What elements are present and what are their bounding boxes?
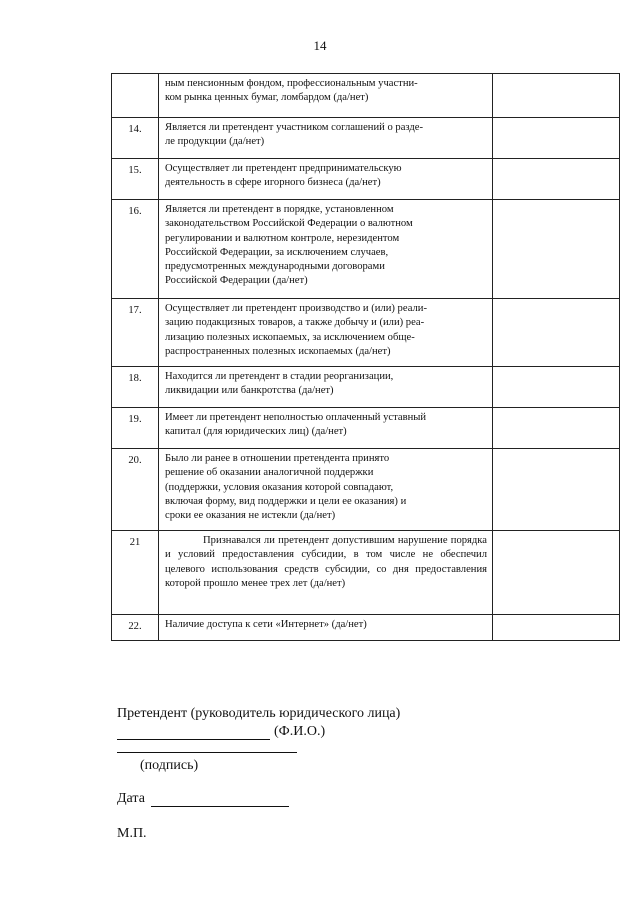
question-line: ликвидации или банкротства (да/нет)	[165, 385, 334, 397]
question-line: зацию подакцизных товаров, а также добычу и (или) реа-	[165, 317, 425, 329]
table-row	[112, 159, 620, 200]
signature-underline[interactable]	[117, 738, 297, 753]
question-line: (поддержки, условия оказания которой совпадают,	[165, 481, 394, 493]
table-row	[112, 74, 620, 118]
table-row	[112, 408, 620, 449]
question-line: включая форму, вид поддержки и цели ее оказания) и	[165, 495, 407, 507]
row-answer-cell[interactable]	[493, 615, 620, 641]
row-number: 14.	[112, 118, 159, 159]
question-line: Является ли претендент в порядке, установленном	[165, 204, 394, 215]
table-row	[112, 615, 620, 641]
row-answer-cell[interactable]	[493, 531, 620, 615]
row-question	[159, 299, 493, 367]
row-question	[159, 531, 493, 615]
question-line: Было ли ранее в отношении претендента принято	[165, 453, 390, 464]
signature-label: (подпись)	[140, 758, 199, 773]
questionnaire-table	[111, 73, 620, 641]
row-number: 20.	[112, 449, 159, 531]
question-line: Осуществляет ли претендент предпринимательскую	[165, 163, 402, 174]
applicant-label: Претендент (руководитель юридического лица)	[117, 706, 401, 721]
date-line	[117, 791, 289, 807]
row-question	[159, 367, 493, 408]
question-line: ным пенсионным фондом, профессиональным участни-	[165, 78, 418, 89]
question-line: предусмотренных международными договорами	[165, 261, 385, 273]
date-label: Дата	[117, 791, 145, 806]
question-line: деятельность в сфере игорного бизнеса (да/нет)	[165, 177, 381, 189]
row-answer-cell[interactable]	[493, 74, 620, 118]
question-line: законодательством Российской Федерации о валютном	[165, 218, 413, 230]
row-number: 15.	[112, 159, 159, 200]
table-row	[112, 449, 620, 531]
row-number	[112, 74, 159, 118]
row-question	[159, 408, 493, 449]
row-number: 19.	[112, 408, 159, 449]
question-line: распространенных полезных ископаемых (да/нет)	[165, 345, 391, 357]
table-row	[112, 200, 620, 299]
row-question	[159, 118, 493, 159]
row-number: 18.	[112, 367, 159, 408]
row-number: 21	[112, 531, 159, 615]
question-text: Признавался ли претендент допустившим нарушение порядка и условий предоставления субсидии, в том числе не обеспечил целевого использования средств субсидии, со дня предоставления которой прошло менее трех лет (да/нет)	[165, 535, 487, 589]
fio-label: (Ф.И.О.)	[274, 724, 326, 739]
question-line: Имеет ли претендент неполностью оплаченный уставный	[165, 412, 427, 423]
stamp-label: М.П.	[117, 826, 147, 841]
question-line: Российской Федерации, за исключением случаев,	[165, 246, 389, 258]
question-line: ком рынка ценных бумаг, ломбардом (да/нет)	[165, 92, 369, 104]
table-row	[112, 118, 620, 159]
question-line: Наличие доступа к сети «Интернет» (да/нет)	[165, 619, 367, 630]
row-question	[159, 449, 493, 531]
row-answer-cell[interactable]	[493, 367, 620, 408]
table-row	[112, 367, 620, 408]
question-line: Осуществляет ли претендент производство и (или) реали-	[165, 303, 427, 314]
row-number: 16.	[112, 200, 159, 299]
row-answer-cell[interactable]	[493, 449, 620, 531]
row-question	[159, 74, 493, 118]
question-line: регулировании и валютном контроле, нерезидентом	[165, 232, 400, 244]
table-row	[112, 531, 620, 615]
question-line: лизацию полезных ископаемых, за исключением обще-	[165, 331, 415, 343]
question-line: ле продукции (да/нет)	[165, 136, 265, 148]
question-line: Российской Федерации (да/нет)	[165, 275, 308, 287]
row-question	[159, 159, 493, 200]
date-underline[interactable]	[151, 792, 289, 807]
question-line: капитал (для юридических лиц) (да/нет)	[165, 426, 347, 438]
row-answer-cell[interactable]	[493, 118, 620, 159]
row-number: 17.	[112, 299, 159, 367]
question-line: Находится ли претендент в стадии реорганизации,	[165, 371, 394, 382]
table-row	[112, 299, 620, 367]
row-answer-cell[interactable]	[493, 299, 620, 367]
row-answer-cell[interactable]	[493, 200, 620, 299]
row-question	[159, 200, 493, 299]
row-answer-cell[interactable]	[493, 408, 620, 449]
row-answer-cell[interactable]	[493, 159, 620, 200]
question-line: Является ли претендент участником соглашений о разде-	[165, 122, 424, 133]
page-number: 14	[313, 38, 327, 53]
question-line: сроки ее оказания не истекли (да/нет)	[165, 510, 336, 522]
question-line: решение об оказании аналогичной поддержки	[165, 467, 374, 479]
row-number: 22.	[112, 615, 159, 641]
row-question	[159, 615, 493, 641]
